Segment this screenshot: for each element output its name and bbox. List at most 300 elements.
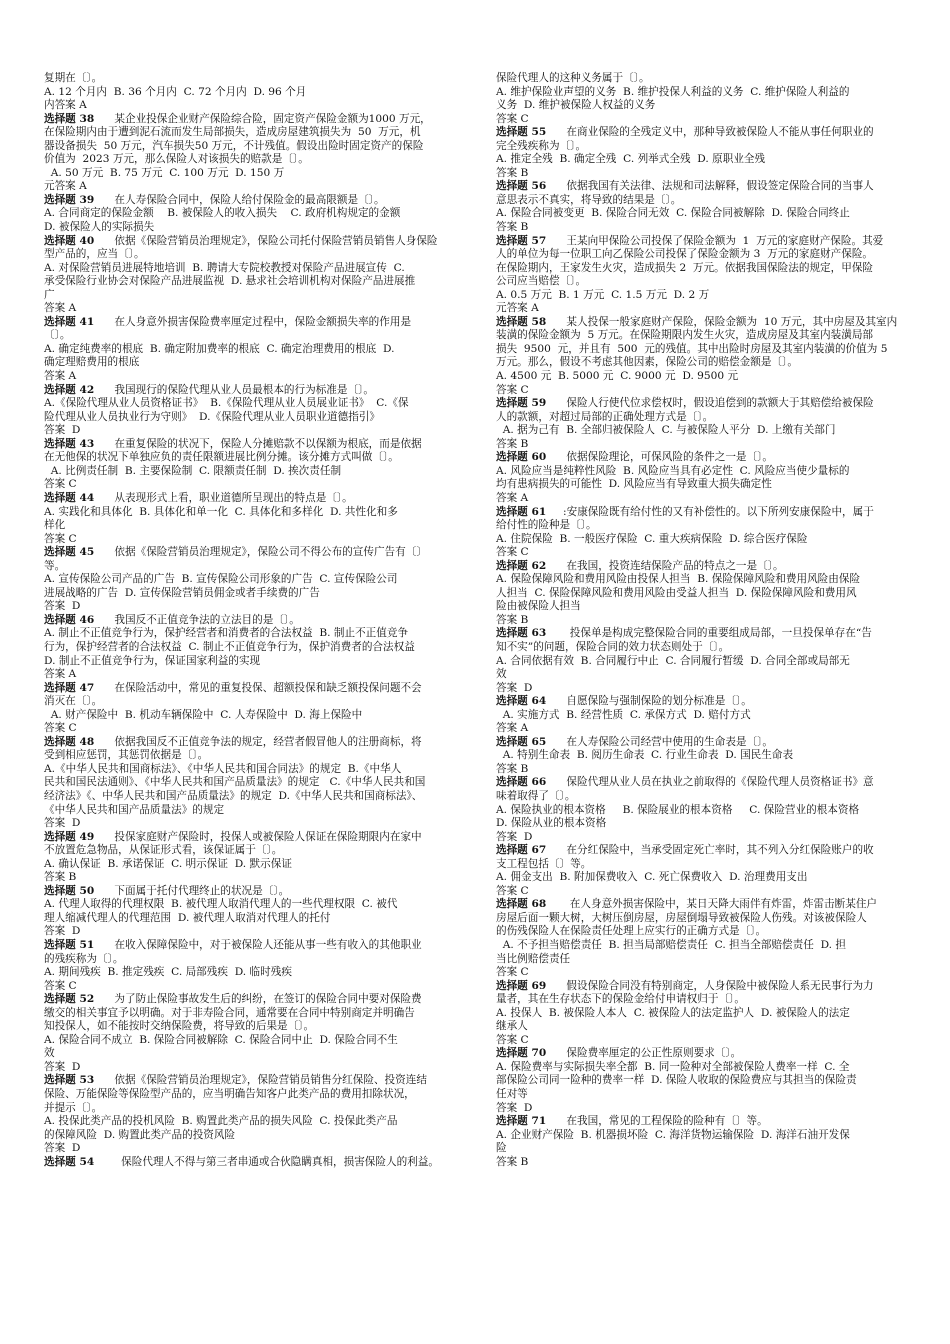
question-text: 人的单位为每一位职工向乙保险公司投保了保险金额为 3 万元的家庭财产保险。 [496, 248, 874, 261]
question-text: 答案 B [496, 613, 529, 626]
question-label: 选择题 50 [44, 884, 95, 897]
question-text: 样化 [44, 519, 66, 532]
question-text: 损失 9500 元，并且有 500 元的残值。其中出险时房屋及其室内装潢的价值为 5 [496, 342, 888, 355]
question-text: 公司应当赔偿〔〕。 [496, 275, 587, 288]
question-text: D. 被保险人的实际损失 [44, 221, 155, 234]
question-text: 答案 D [496, 1101, 533, 1114]
question-text: 保险费率厘定的公正性原则要求〔〕。 [546, 1047, 742, 1060]
question-text: 在保险活动中，常见的重复投保、超额投保和缺乏额投保问题不会 [94, 681, 422, 694]
question-text: 答案 C [44, 722, 77, 735]
question-label: 选择题 57 [496, 234, 547, 247]
text-line [44, 1142, 467, 1156]
question-text: 答案 B [44, 871, 77, 884]
text-line [44, 939, 467, 953]
question-label: 选择题 49 [44, 830, 95, 843]
text-line [496, 858, 919, 872]
text-line [496, 1156, 919, 1170]
text-line [44, 1061, 467, 1075]
question-block [44, 736, 467, 831]
text-line [496, 1020, 919, 1034]
text-line [44, 356, 467, 370]
question-text: 在重复保险的状况下，保险人分摊赔款不以保额为根底，而是依据 [94, 437, 422, 450]
question-text: A. 合同依据有效 B. 合同履行中止 C. 合同履行暂缓 D. 合同全部或局部无 [496, 654, 850, 667]
text-line [44, 573, 467, 587]
text-line [44, 451, 467, 465]
question-text: A. 实施方式 B. 经营性质 C. 承保方式 D. 赔付方式 [496, 708, 751, 721]
question-label: 选择题 43 [44, 437, 95, 450]
question-text: A. 制止不正值竞争行为，保护经营者和消费者的合法权益 B. 制止不正值竞争 [44, 627, 409, 640]
question-text: 任对等 [496, 1088, 528, 1101]
text-line [44, 790, 467, 804]
question-text: A. 特别生命表 B. 阅历生命表 C. 行业生命表 D. 国民生命表 [496, 749, 794, 762]
question-text: :安康保险既有给付性的又有补偿性的。以下所列安康保险中，属于 [546, 505, 874, 518]
text-line [496, 424, 919, 438]
text-line [44, 546, 467, 560]
question-text: A. 财产保险中 B. 机动车辆保险中 C. 人寿保险中 D. 海上保险中 [44, 708, 363, 721]
text-line [496, 302, 919, 316]
text-line [496, 966, 919, 980]
question-text: 为了防止保险事故发生后的纠纷，在签订的保险合同中要对保险费 [94, 993, 422, 1006]
question-text: 意思表示不真实，将导致的结果是〔〕。 [496, 193, 682, 206]
text-line [44, 1047, 467, 1061]
question-text: 自愿保险与强制保险的划分标准是〔〕。 [546, 695, 752, 708]
question-label: 选择题 60 [496, 451, 547, 464]
text-line [496, 478, 919, 492]
question-label: 选择题 69 [496, 979, 547, 992]
text-line [44, 655, 467, 669]
question-text: 依据我国有关法律、法规和司法解释，假设签定保险合同的当事人 [546, 180, 874, 193]
text-line [496, 817, 919, 831]
text-line [496, 370, 919, 384]
question-text: 下面属于托付代理终止的状况是〔〕。 [94, 884, 290, 897]
text-line [496, 627, 919, 641]
text-line [44, 533, 467, 547]
text-line [44, 1102, 467, 1116]
question-text: 人的款额，对超过局部的正确处理方式是〔〕。 [496, 410, 714, 423]
question-text: 答案 C [44, 532, 77, 545]
question-text: 保险代理人不得与第三者串通或合伙隐瞒真相，损害保险人的利益。 [94, 1155, 439, 1168]
question-text: 行为，保护经营者的合法权益 C. 制止不正值竞争行为，保护消费者的合法权益 [44, 640, 415, 653]
question-text: A. 住院保险 B. 一般医疗保险 C. 重大疾病保险 D. 综合医疗保险 [496, 532, 808, 545]
question-text: 给付性的险种是〔〕。 [496, 519, 597, 532]
text-line [44, 587, 467, 601]
text-line [496, 885, 919, 899]
text-line [496, 804, 919, 818]
question-text: 不放置危急物品，从保证形式看，该保证属于〔〕。 [44, 844, 283, 857]
question-text: 答案 C [496, 112, 529, 125]
question-text: 投保单是构成完整保险合同的重要组成局部，一旦投保单存在“告 [546, 627, 872, 640]
question-text: 承受保险行业协会对保险产品进展监视 D. 悬求社会培训机构对保险产品进展推 [44, 275, 416, 288]
text-line [44, 1020, 467, 1034]
question-text: 答案 D [44, 925, 81, 938]
question-text: 假设保险合同没有特别商定，人身保险中被保险人系无民事行为力 [546, 979, 874, 992]
question-text: A. 据为己有 B. 全部归被保险人 C. 与被保险人平分 D. 上缴有关部门 [496, 424, 836, 437]
question-label: 选择题 56 [496, 180, 547, 193]
text-line [44, 194, 467, 208]
question-text: 器设备损失 50 万元，汽车损失50 万元，不计残值。假设出险时固定资产的保险 [44, 139, 424, 152]
text-line [496, 1129, 919, 1143]
text-line [44, 993, 467, 1007]
text-line [496, 343, 919, 357]
text-line [44, 72, 467, 86]
text-line [44, 370, 467, 384]
question-label: 选择题 53 [44, 1074, 95, 1087]
question-text: 进展战略的广告 D. 宣传保险营销员佣金或者手续费的广告 [44, 586, 320, 599]
question-label: 选择题 67 [496, 844, 547, 857]
question-label: 选择题 52 [44, 993, 95, 1006]
text-line [496, 275, 919, 289]
question-text: 答案 D [44, 1060, 81, 1073]
question-block [44, 885, 467, 939]
question-text: 在人身意外损害保险中，某日天降大雨伴有炸雷，炸雷击断某住户 [546, 898, 878, 911]
question-text: 继承人 [496, 1020, 528, 1033]
text-line [496, 953, 919, 967]
question-text: 答案 C [496, 966, 529, 979]
question-text: 答案 D [496, 830, 533, 843]
question-label: 选择题 42 [44, 383, 95, 396]
question-text: 义务 D. 维护被保险人权益的义务 [496, 99, 656, 112]
question-text: 房屋后面一颗大树，大树压倒房屋，房屋倒塌导致被保险人伤残。对该被保险人 [496, 911, 867, 924]
text-line [496, 912, 919, 926]
question-block [44, 993, 467, 1074]
question-text: A.《中华人民共和国商标法》、《中华人民共和国合同法》的规定 B.《中华人 [44, 762, 402, 775]
text-line [496, 506, 919, 520]
text-line [44, 99, 467, 113]
text-line [496, 140, 919, 154]
text-line [496, 844, 919, 858]
text-line [496, 180, 919, 194]
question-label: 选择题 62 [496, 559, 547, 572]
text-line [44, 492, 467, 506]
question-text: 均有患病损失的可能性 D. 风险应当有导致重大损失确定性 [496, 478, 772, 491]
question-text: 完全残疾称为〔〕。 [496, 139, 587, 152]
question-text: 受到相应惩罚，其惩罚依据是〔〕。 [44, 749, 209, 762]
question-block [496, 776, 919, 844]
question-text: 消灭在〔〕。 [44, 695, 103, 708]
question-block [44, 438, 467, 492]
question-label: 选择题 68 [496, 898, 547, 911]
question-text: 依据我国反不正值竞争法的规定，经营者假冒他人的注册商标，将 [94, 735, 422, 748]
text-line [496, 194, 919, 208]
text-line [44, 898, 467, 912]
question-text: 险 [496, 1142, 507, 1155]
question-text: 在我国，常见的工程保险的险种有〔〕等。 [546, 1115, 768, 1128]
question-text: A. 风险应当是纯粹性风险 B. 风险应当具有必定性 C. 风险应当使少量标的 [496, 464, 850, 477]
question-text: 投保家庭财产保险时，投保人或被保险人保证在保险期限内在家中 [94, 830, 422, 843]
text-line [496, 533, 919, 547]
question-label: 选择题 70 [496, 1047, 547, 1060]
question-text: 答案 A [496, 491, 529, 504]
question-text: 《中华人民共和国产品质量法》的规定 [44, 803, 225, 816]
text-line [496, 207, 919, 221]
question-text: 答案 B [496, 1155, 529, 1168]
question-block [496, 627, 919, 695]
text-line [44, 1034, 467, 1048]
question-text: 在人身意外损害保险费率厘定过程中，保险金额损失率的作用是 [94, 315, 412, 328]
text-line [44, 424, 467, 438]
question-text: A. 50 万元 B. 75 万元 C. 100 万元 D. 150 万 [44, 166, 285, 179]
question-block [496, 72, 919, 126]
text-line [44, 953, 467, 967]
text-line [496, 113, 919, 127]
question-block [44, 113, 467, 194]
text-line [496, 438, 919, 452]
question-text: 在我国，投资连结保险产品的特点之一是〔〕。 [546, 559, 784, 572]
question-text: 元答案 A [496, 302, 539, 315]
question-text: 答案 C [496, 884, 529, 897]
text-line [496, 655, 919, 669]
question-text: 元答案 A [44, 180, 87, 193]
question-block [496, 695, 919, 736]
text-line [496, 546, 919, 560]
question-text: 答案 C [44, 478, 77, 491]
question-text: 保险代理从业人员在执业之前取得的《保险代理人员资格证书》意 [546, 776, 874, 789]
question-text: A. 4500 元 B. 5000 元 C. 9000 元 D. 9500 元 [496, 370, 739, 383]
text-line [44, 695, 467, 709]
text-line [496, 289, 919, 303]
text-line [496, 384, 919, 398]
question-text: 险代理从业人员执业行为守则》 D.《保险代理从业人员职业道德指引》 [44, 410, 381, 423]
question-text: 答案 A [44, 370, 77, 383]
question-block [44, 546, 467, 614]
question-text: 答案 B [496, 437, 529, 450]
text-line [44, 885, 467, 899]
text-line [496, 1115, 919, 1129]
question-text: 在无他保的状况下单独应负的责任限额进展比例分摊。该分摊方式叫做〔〕。 [44, 451, 399, 464]
question-label: 选择题 64 [496, 695, 547, 708]
question-text: D. 保险从业的根本资格 [496, 817, 607, 830]
text-line [496, 411, 919, 425]
question-text: A. 企业财产保险 B. 机器损坏险 C. 海洋货物运输保险 D. 海洋石油开发保 [496, 1128, 850, 1141]
question-block [44, 492, 467, 546]
text-line [496, 722, 919, 736]
text-line [44, 749, 467, 763]
question-label: 选择题 58 [496, 315, 547, 328]
question-text: A. 12 个月内 B. 36 个月内 C. 72 个月内 D. 96 个月 [44, 85, 307, 98]
text-line [44, 804, 467, 818]
question-text: 在分红保险中，当承受固定死亡率时，其不列入分红保险账户的收 [546, 844, 874, 857]
text-line [496, 560, 919, 574]
question-block [44, 939, 467, 993]
question-block [496, 898, 919, 979]
text-line [44, 709, 467, 723]
question-text: 从表现形式上看，职业道德所呈现出的特点是〔〕。 [94, 491, 353, 504]
text-line [496, 600, 919, 614]
question-label: 选择题 48 [44, 735, 95, 748]
question-label: 选择题 46 [44, 613, 95, 626]
text-line [496, 980, 919, 994]
question-text: 量者，其在生存状态下的保险金给付申请权归于〔〕。 [496, 993, 745, 1006]
text-line [44, 858, 467, 872]
question-label: 选择题 54 [44, 1155, 95, 1168]
text-line [44, 248, 467, 262]
question-label: 选择题 71 [496, 1115, 547, 1128]
question-text: 我国反不正值竞争法的立法目的是〔〕。 [94, 613, 300, 626]
question-label: 选择题 66 [496, 776, 547, 789]
question-text: 支工程包括〔〕等。 [496, 857, 592, 870]
text-line [44, 126, 467, 140]
text-line [44, 1007, 467, 1021]
question-label: 选择题 39 [44, 193, 95, 206]
text-line [44, 600, 467, 614]
question-text: 我国现行的保险代理从业人员最根本的行为标准是〔〕。 [94, 383, 374, 396]
text-line [44, 844, 467, 858]
question-text: A. 保险合同不成立 B. 保险合同被解除 C. 保险合同中止 D. 保险合同不生 [44, 1033, 398, 1046]
question-text: 当比例赔偿责任 [496, 952, 571, 965]
text-line [496, 99, 919, 113]
text-line [44, 966, 467, 980]
text-line [44, 275, 467, 289]
text-line [496, 519, 919, 533]
question-block [496, 844, 919, 898]
question-label: 选择题 63 [496, 627, 547, 640]
question-block [44, 194, 467, 235]
question-text: 装潢的保险金额为 5 万元。在保险期限内发生火灾，造成房屋及其室内装潢局部 [496, 329, 874, 342]
text-line [496, 763, 919, 777]
text-line [496, 925, 919, 939]
text-line [496, 262, 919, 276]
question-text: A. 保险执业的根本资格 B. 保险展业的根本资格 C. 保险营业的根本资格 [496, 803, 860, 816]
question-block [496, 506, 919, 560]
question-text: 答案 C [44, 979, 77, 992]
question-text: A.《保险代理从业人员资格证书》 B.《保险代理从业人员展业证书》 C.《保 [44, 397, 409, 410]
question-text: 某人投保一般家庭财产保险，保险金额为 10 万元，其中房屋及其室内 [546, 315, 898, 328]
text-line [44, 614, 467, 628]
question-text: 依据保险理论，可保风险的条件之一是〔〕。 [546, 451, 773, 464]
text-line [496, 248, 919, 262]
text-line [496, 451, 919, 465]
text-line [44, 411, 467, 425]
question-text: 在人寿保险公司经营中使用的生命表是〔〕。 [546, 735, 773, 748]
text-line [496, 668, 919, 682]
question-text: 并提示〔〕。 [44, 1101, 103, 1114]
text-line [44, 140, 467, 154]
text-line [44, 519, 467, 533]
question-block [44, 831, 467, 885]
text-line [44, 627, 467, 641]
text-line [496, 682, 919, 696]
text-line [44, 722, 467, 736]
question-text: 的伤残保险人在保险责任处理上应实行的正确方式是〔〕。 [496, 925, 767, 938]
text-line [44, 1129, 467, 1143]
question-label: 选择题 45 [44, 546, 95, 559]
question-text: 保险人行使代位求偿权时，假设追偿到的款额大于其赔偿给被保险 [546, 397, 874, 410]
question-text: 知投保人，如不能按时交纳保险费，将导致的后果是〔〕。 [44, 1020, 315, 1033]
text-line [44, 831, 467, 845]
text-line [496, 465, 919, 479]
question-label: 选择题 59 [496, 397, 547, 410]
text-line [496, 790, 919, 804]
text-line [44, 113, 467, 127]
text-line [44, 329, 467, 343]
text-line [496, 776, 919, 790]
text-line [44, 221, 467, 235]
question-text: A. 合同商定的保险金额 B. 被保险人的收入损失 C. 政府机构规定的金额 [44, 207, 401, 220]
question-text: 价值为 2023 万元，那么保险人对该损失的赔款是〔〕。 [44, 153, 309, 166]
question-block [44, 682, 467, 736]
text-line [496, 1047, 919, 1061]
text-line [496, 587, 919, 601]
text-line [496, 1142, 919, 1156]
question-text: 的保障风险 D. 购置此类产品的投资风险 [44, 1128, 236, 1141]
question-text: 在人寿保险合同中，保险人给付保险金的最高限额是〔〕。 [94, 193, 385, 206]
question-text: A. 代理人取得的代理权限 B. 被代理人取消代理人的一些代理权限 C. 被代 [44, 898, 398, 911]
question-block [44, 614, 467, 682]
text-line [496, 1088, 919, 1102]
text-line [496, 939, 919, 953]
question-block [44, 235, 467, 316]
question-text: A. 实践化和具体化 B. 具体化和单一化 C. 具体化和多样化 D. 共性化和多 [44, 505, 398, 518]
question-text: 答案 C [496, 1033, 529, 1046]
text-line [496, 573, 919, 587]
question-block [44, 316, 467, 384]
question-text: A. 保险保障风险和费用风险由投保人担当 B. 保险保障风险和费用风险由保险 [496, 573, 861, 586]
question-text: 答案 D [44, 817, 81, 830]
text-line [44, 180, 467, 194]
question-text: 答案 D [44, 424, 81, 437]
question-text: 在商业保险的全残定义中，那种导致被保险人不能从事任何职业的 [546, 126, 874, 139]
question-text: 部保险公司同一险种的费率一样 D. 保险人收取的保险费应与其担当的保险责 [496, 1074, 857, 1087]
text-line [44, 980, 467, 994]
question-text: 答案 A [496, 722, 529, 735]
question-text: A. 维护保险业声望的义务 B. 维护投保人利益的义务 C. 维护保险人利益的 [496, 85, 850, 98]
question-text: 答案 B [496, 166, 529, 179]
text-line [44, 262, 467, 276]
question-text: 在保险期内，王家发生火灾，造成损失 2 万元。依据我国保险法的规定，甲保险 [496, 261, 874, 274]
question-text: A. 对保险营销员进展特地培训 B. 聘请大专院校教授对保险产品进展宣传 C. [44, 261, 405, 274]
question-text: 民共和国民法通则》、《中华人民共和国产品质量法》的规定 C.《中华人民共和国 [44, 776, 426, 789]
question-block [44, 384, 467, 438]
question-text: 答案 A [44, 668, 77, 681]
text-line [496, 126, 919, 140]
question-text: 保险代理人的这种义务属于〔〕。 [496, 72, 650, 84]
text-line [496, 831, 919, 845]
question-label: 选择题 65 [496, 735, 547, 748]
question-text: A. 确定纯费率的根底 B. 确定附加费率的根底 C. 确定治理费用的根底 D. [44, 342, 395, 355]
question-text: 答案 B [496, 762, 529, 775]
question-block [44, 72, 467, 113]
text-line [496, 153, 919, 167]
text-line [496, 1061, 919, 1075]
question-text: 依据《保险营销员治理规定》，保险公司托付保险营销员销售人身保险 [94, 234, 438, 247]
question-text: A. 比例责任制 B. 主要保险制 C. 限额责任制 D. 挨次责任制 [44, 464, 342, 477]
question-text: A. 保险合同被变更 B. 保险合同无效 C. 保险合同被解除 D. 保险合同终止 [496, 207, 850, 220]
text-line [44, 289, 467, 303]
question-text: 知不实”的问题，保险合同的效力状态则处于〔〕。 [496, 640, 730, 653]
question-label: 选择题 61 [496, 505, 547, 518]
question-text: 等。 [44, 559, 66, 572]
question-text: 某企业投保企业财产保险综合险，固定资产保险金额为1000 万元， [94, 112, 431, 125]
question-text: A. 推定全残 B. 确定全残 C. 列举式全残 D. 原职业全残 [496, 153, 766, 166]
text-line [496, 749, 919, 763]
text-line [44, 560, 467, 574]
question-text: 确定理赔费用的根底 [44, 356, 140, 369]
text-line [496, 641, 919, 655]
text-line [496, 898, 919, 912]
question-block [496, 980, 919, 1048]
text-line [496, 1034, 919, 1048]
question-text: A. 宣传保险公司产品的广告 B. 宣传保险公司形象的广告 C. 宣传保险公司 [44, 573, 398, 586]
question-text: A. 不予担当赔偿责任 B. 担当局部赔偿责任 C. 担当全部赔偿责任 D. 担 [496, 939, 847, 951]
question-text: 在收入保障保险中，对于被保险人还能从事一些有收入的其他职业 [94, 939, 422, 951]
text-line [44, 736, 467, 750]
question-text: 保险、万能保险等保险型产品的，应当明确告知客户此类产品的费用扣除状况， [44, 1088, 415, 1101]
text-line [496, 492, 919, 506]
question-block [44, 1074, 467, 1155]
question-label: 选择题 55 [496, 126, 547, 139]
text-line [44, 302, 467, 316]
question-text: 万元。那么，假设不考虑其他因素，保险公司的赔偿金额是〔〕。 [496, 356, 798, 369]
